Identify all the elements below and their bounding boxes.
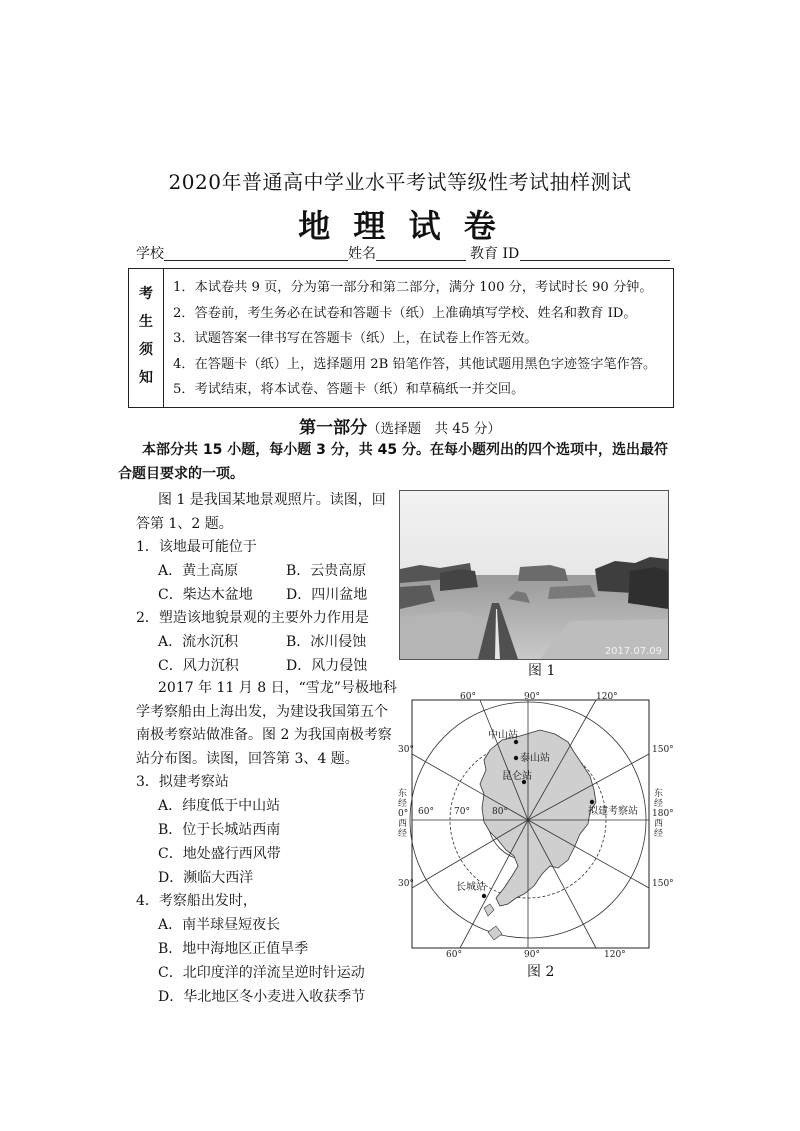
group2-intro: 学考察船由上海出发，为建设我国第五个 — [136, 704, 388, 720]
q3-option-a[interactable]: A．纬度低于中山站 — [158, 798, 281, 814]
notice-box — [128, 268, 674, 408]
q2-option-c[interactable]: C．风力沉积 — [158, 658, 239, 674]
figure1-photo — [399, 490, 669, 660]
part-title — [0, 413, 800, 438]
photo-timestamp: 2017.07.09 — [604, 646, 662, 657]
map-label-bottom: 120° — [604, 950, 626, 960]
q1-option-b[interactable]: B．云贵高原 — [286, 563, 367, 579]
group1-intro: 图 1 是我国某地景观照片。读图，回 — [158, 492, 386, 508]
map-lon-text-left: 0° — [398, 809, 409, 819]
zhongshan-station-label: 中山站 — [488, 730, 518, 741]
taishan-station-label: 泰山站 — [520, 753, 550, 764]
q1-option-a[interactable]: A．黄土高原 — [158, 563, 239, 579]
landscape-photo — [400, 491, 668, 659]
q2-stem: 2．塑造该地貌景观的主要外力作用是 — [136, 610, 369, 626]
school-label: 学校 — [136, 246, 164, 262]
map-lon-text-right: 经 — [654, 829, 664, 839]
map-label-bottom: 90° — [524, 950, 540, 960]
group2-intro: 站分布图。读图，回答第 3、4 题。 — [136, 751, 359, 767]
kunlun-station-label: 昆仑站 — [502, 771, 532, 782]
map-label-left: 30° — [398, 745, 414, 755]
map-lon-text-left: 西 — [398, 819, 408, 829]
q1-stem: 1．该地最可能位于 — [136, 539, 257, 555]
map-label-inner: 70° — [454, 807, 470, 817]
changcheng-station-marker — [482, 894, 486, 898]
notice-item: 2．答卷前，考生务必在试卷和答题卡（纸）上准确填写学校、姓名和教育 ID。 — [173, 305, 637, 321]
part-title-sub: （选择题 共 45 分） — [367, 421, 501, 437]
id-label: 教育 ID — [470, 246, 520, 262]
q4-stem: 4．考察船出发时， — [136, 893, 257, 909]
notice-item: 3．试题答案一律书写在答题卡（纸）上，在试卷上作答无效。 — [173, 331, 538, 346]
map-label-top: 60° — [460, 692, 476, 702]
planned-station-marker — [590, 800, 594, 804]
taishan-station-marker — [514, 756, 518, 760]
notice-item: 1．本试卷共 9 页，分为第一部分和第二部分，满分 100 分，考试时长 90 分钟。 — [173, 280, 653, 295]
changcheng-station-label: 长城站 — [456, 882, 486, 893]
map-lon-text-right: 西 — [654, 819, 664, 829]
notice-label-char: 知 — [139, 370, 153, 386]
map-label-top: 120° — [596, 692, 618, 702]
q3-option-b[interactable]: B．位于长城站西南 — [158, 822, 281, 838]
map-label-inner: 60° — [418, 807, 434, 817]
map-label-right: 150° — [652, 879, 674, 889]
group2-intro: 2017 年 11 月 8 日，“雪龙”号极地科 — [158, 680, 397, 696]
planned-station-label: 拟建考察站 — [588, 806, 638, 817]
part-title-main: 第一部分 — [299, 418, 368, 438]
map-lon-text-left: 经 — [398, 829, 408, 839]
q2-option-d[interactable]: D．风力侵蚀 — [286, 658, 368, 674]
notice-label-char: 须 — [139, 342, 153, 358]
part-desc-line: 本部分共 15 小题，每小题 3 分，共 45 分。在每小题列出的四个选项中，选出最符 — [142, 442, 668, 458]
map-label-top: 90° — [524, 692, 540, 702]
map-lon-text-right: 东 — [654, 789, 664, 799]
q4-option-b[interactable]: B．地中海地区正值旱季 — [158, 941, 309, 957]
school-field[interactable] — [164, 260, 348, 261]
part-description — [118, 438, 682, 486]
id-field[interactable] — [520, 260, 670, 261]
notice-item: 5．考试结束，将本试卷、答题卡（纸）和草稿纸一并交回。 — [173, 382, 525, 397]
notice-label-char: 考 — [139, 286, 153, 302]
antarctica-map — [390, 690, 680, 962]
map-lon-text-left: 经 — [398, 799, 408, 809]
q4-option-c[interactable]: C．北印度洋的洋流呈逆时针运动 — [158, 965, 365, 981]
q3-option-d[interactable]: D．濒临大西洋 — [158, 870, 254, 886]
notice-items — [173, 275, 656, 403]
q4-option-d[interactable]: D．华北地区冬小麦进入收获季节 — [158, 989, 366, 1005]
q2-option-a[interactable]: A．流水沉积 — [158, 634, 239, 650]
figure2-caption: 图 2 — [527, 964, 555, 980]
q3-stem: 3．拟建考察站 — [136, 774, 229, 790]
name-field[interactable] — [376, 260, 466, 261]
group1-intro: 答第 1、2 题。 — [136, 516, 233, 532]
exam-title: 2020年普通高中学业水平考试等级性考试抽样测试 — [168, 170, 632, 194]
q4-option-a[interactable]: A．南半球昼短夜长 — [158, 917, 281, 933]
map-label-inner: 80° — [492, 807, 508, 817]
q1-option-c[interactable]: C．柴达木盆地 — [158, 587, 253, 603]
name-label: 姓名 — [348, 246, 376, 262]
map-label-left: 30° — [398, 879, 414, 889]
map-lon-text-right: 经 — [654, 799, 664, 809]
map-label-right: 150° — [652, 745, 674, 755]
group2-intro: 南极考察站做准备。图 2 为我国南极考察 — [136, 727, 392, 743]
q2-option-b[interactable]: B．冰川侵蚀 — [286, 634, 367, 650]
q1-option-d[interactable]: D．四川盆地 — [286, 587, 368, 603]
student-info-fields — [136, 243, 676, 265]
notice-label-char: 生 — [139, 314, 153, 330]
map-lon-text-right: 180° — [652, 809, 674, 819]
figure1-caption: 图 1 — [528, 663, 556, 679]
map-lon-text-left: 东 — [398, 789, 408, 799]
map-label-bottom: 60° — [446, 950, 462, 960]
notice-label — [129, 269, 164, 407]
subject-title: 地 理 试 卷 — [298, 207, 502, 245]
part-desc-line: 合题目要求的一项。 — [118, 466, 244, 482]
q3-option-c[interactable]: C．地处盛行西风带 — [158, 846, 281, 862]
notice-item: 4．在答题卡（纸）上，选择题用 2B 铅笔作答，其他试题用黑色字迹签字笔作答。 — [173, 356, 657, 372]
